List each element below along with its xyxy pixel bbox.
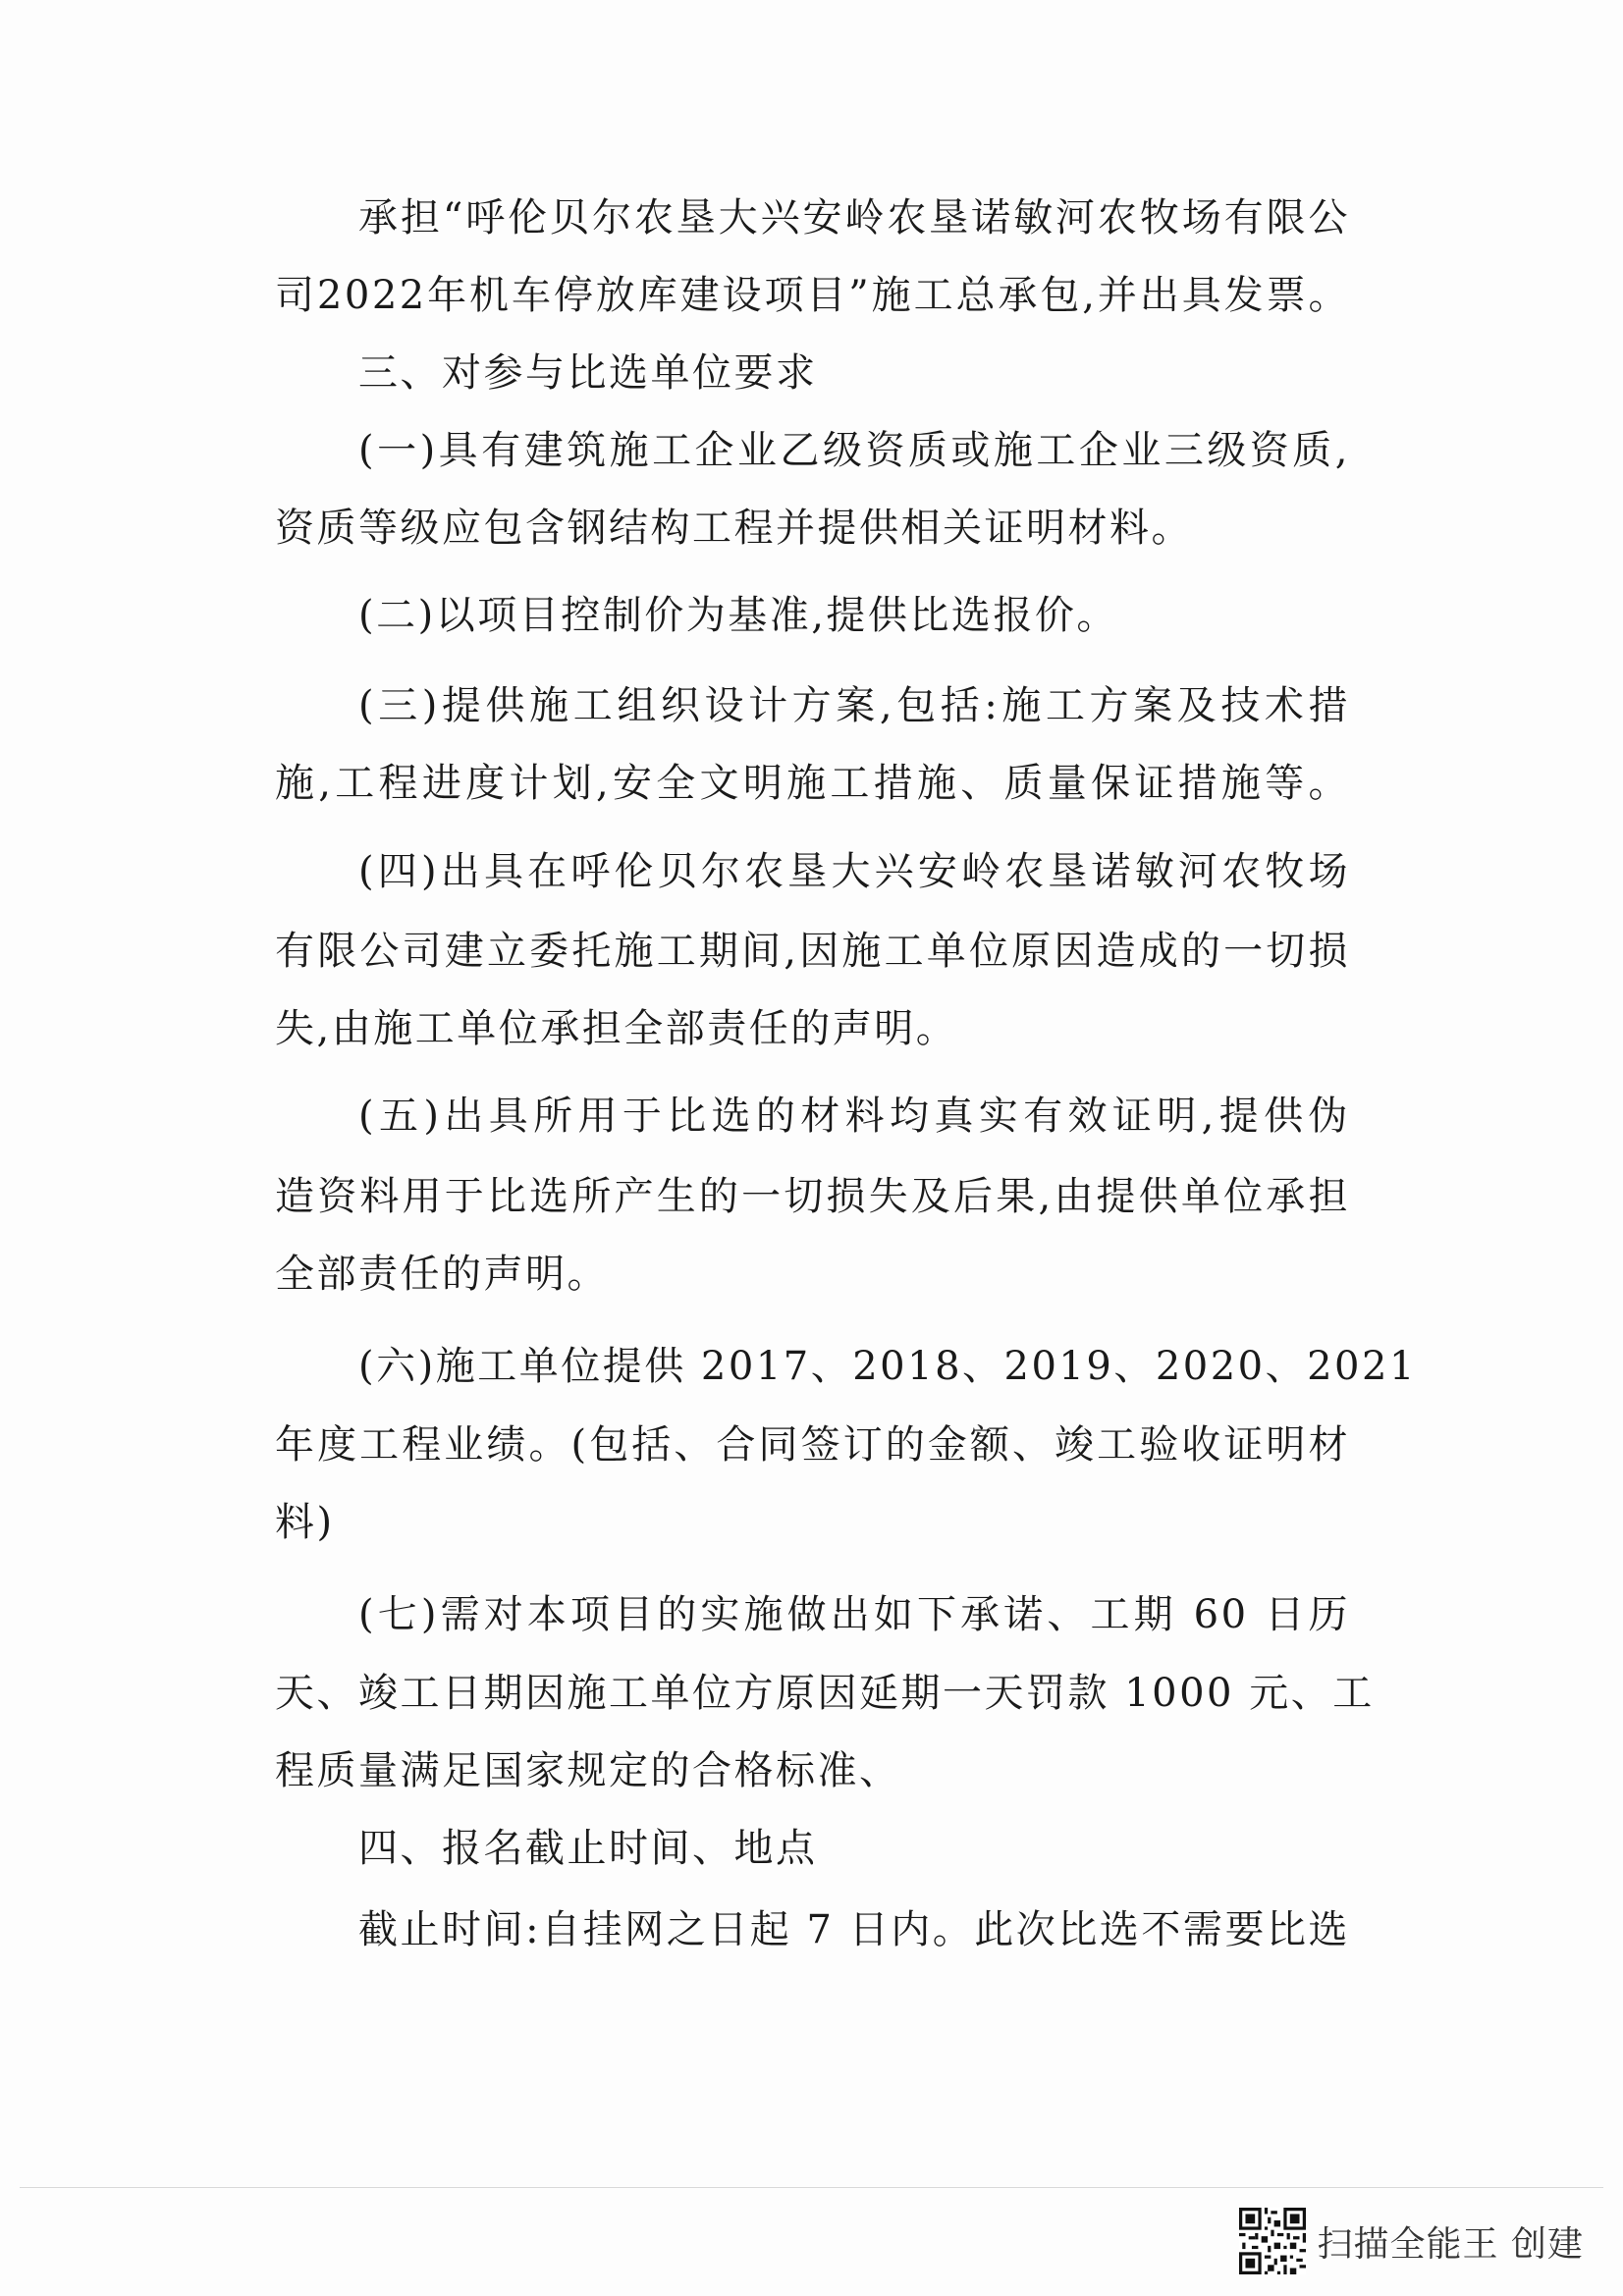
paragraph-line-6: (二)以项目控制价为基准,提供比选报价。 — [358, 593, 1118, 638]
paragraph-line-9: (四)出具在呼伦贝尔农垦大兴安岭农垦诺敏河农牧场 — [358, 849, 1350, 894]
paragraph-line-17: 料) — [275, 1500, 335, 1545]
paragraph-line-2: 司2022年机车停放库建设项目”施工总承包,并出具发票。 — [275, 273, 1350, 318]
paragraph-line-20: 程质量满足国家规定的合格标准、 — [275, 1748, 901, 1793]
paragraph-line-1: 承担“呼伦贝尔农垦大兴安岭农垦诺敏河农牧场有限公 — [358, 195, 1350, 240]
paragraph-line-11: 失,由施工单位承担全部责任的声明。 — [275, 1006, 958, 1051]
page-bottom-rule — [20, 2187, 1603, 2188]
scanner-credit-text: 扫描全能王 创建 — [1317, 2223, 1584, 2265]
paragraph-line-15: (六)施工单位提供 2017、2018、2019、2020、2021 — [358, 1344, 1417, 1389]
paragraph-line-10: 有限公司建立委托施工期间,因施工单位原因造成的一切损 — [275, 929, 1350, 974]
paragraph-line-22: 截止时间:自挂网之日起 7 日内。此次比选不需要比选 — [358, 1907, 1350, 1952]
paragraph-line-13: 造资料用于比选所产生的一切损失及后果,由提供单位承担 — [275, 1174, 1350, 1219]
scanner-watermark — [1239, 2206, 1584, 2276]
paragraph-line-7: (三)提供施工组织设计方案,包括:施工方案及技术措 — [358, 683, 1350, 728]
paragraph-line-5: 资质等级应包含钢结构工程并提供相关证明材料。 — [275, 506, 1193, 551]
paragraph-line-12: (五)出具所用于比选的材料均真实有效证明,提供伪 — [358, 1094, 1350, 1139]
section-heading-21: 四、报名截止时间、地点 — [358, 1826, 818, 1871]
paragraph-line-16: 年度工程业绩。(包括、合同签订的金额、竣工验收证明材 — [275, 1422, 1350, 1468]
qr-code-icon — [1239, 2208, 1306, 2274]
paragraph-line-8: 施,工程进度计划,安全文明施工措施、质量保证措施等。 — [275, 761, 1350, 806]
paragraph-line-19: 天、竣工日期因施工单位方原因延期一天罚款 1000 元、工 — [275, 1671, 1375, 1716]
section-heading-3: 三、对参与比选单位要求 — [358, 350, 818, 396]
paragraph-line-14: 全部责任的声明。 — [275, 1252, 609, 1297]
paragraph-line-4: (一)具有建筑施工企业乙级资质或施工企业三级资质, — [358, 428, 1350, 473]
paragraph-line-18: (七)需对本项目的实施做出如下承诺、工期 60 日历 — [358, 1592, 1350, 1637]
